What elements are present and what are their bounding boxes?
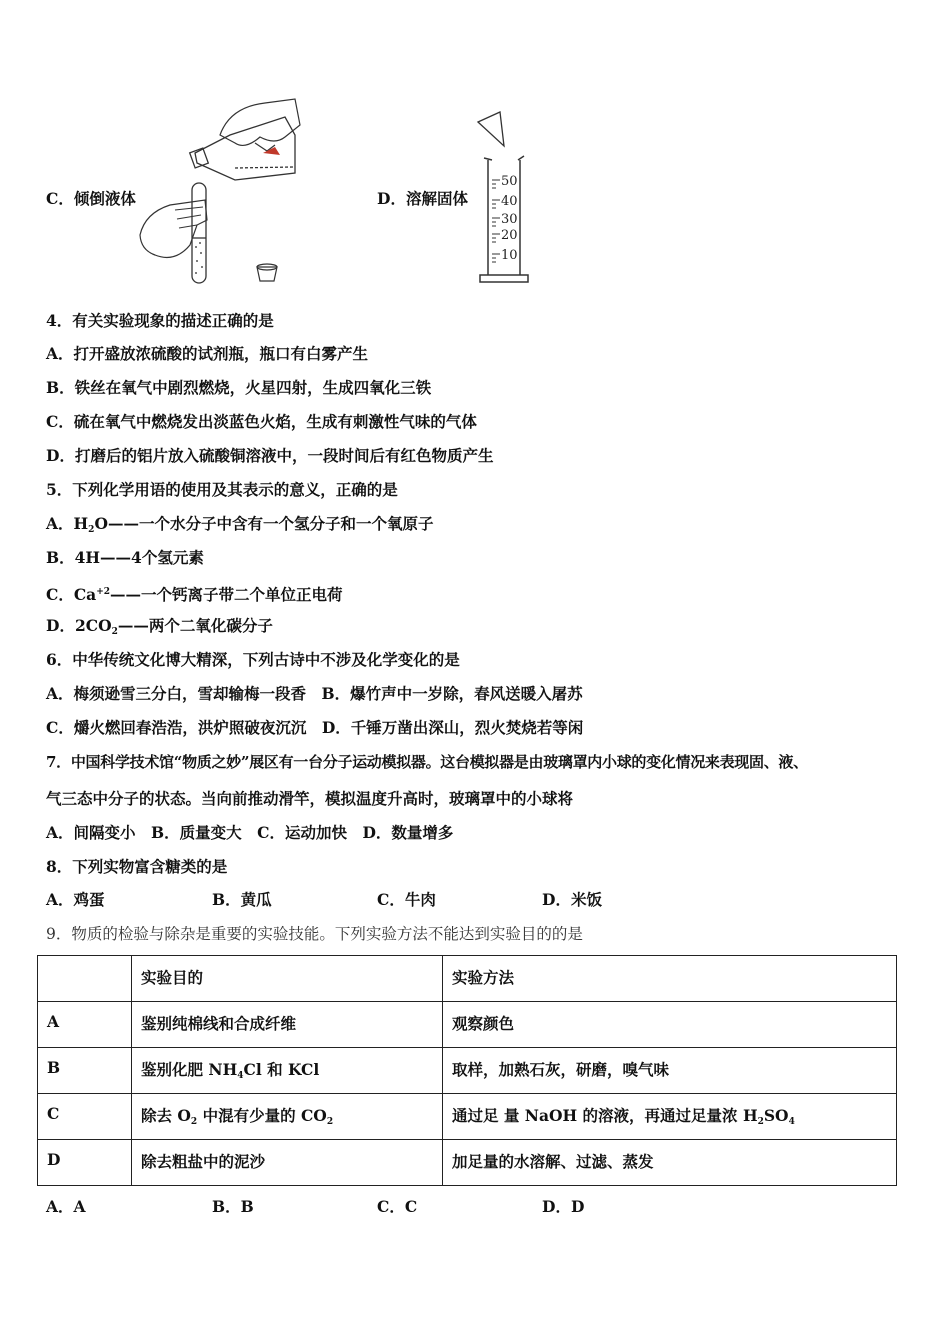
q5-option-b: B．4H——4个氢元素 [46, 548, 204, 567]
q5-stem: 5．下列化学用语的使用及其表示的意义，正确的是 [46, 480, 398, 499]
graduated-cylinder-figure [470, 110, 550, 290]
table-cell-goal: 鉴别化肥 $NH_4Cl$ 和 KCl [132, 1048, 443, 1094]
q9-stem: 9．物质的检验与除杂是重要的实验技能。下列实验方法不能达到实验目的的是 [46, 925, 583, 943]
q7-stem-line2: 气三态中分子的状态。当向前推动滑竿，模拟温度升高时，玻璃罩中的小球将 [46, 789, 574, 808]
q8-option-b: B．黄瓜 [212, 890, 272, 909]
q5-option-d: D．$2CO_2——$两个二氧化碳分子 [46, 616, 273, 637]
q7-stem-line1: 7．中国科学技术馆“物质之妙”展区有一台分子运动模拟器。这台模拟器是由玻璃罩内小球的变化情况来表现固、液、 [46, 753, 808, 771]
table-cell-goal: 鉴别纯棉线和合成纤维 [132, 1002, 443, 1048]
table-cell-key: C [38, 1094, 132, 1140]
q8-option-c: C．牛肉 [377, 890, 436, 909]
table-cell-key: A [38, 1002, 132, 1048]
q9-option-b: B．B [212, 1197, 254, 1216]
table-cell-method: 加足量的水溶解、过滤、蒸发 [443, 1140, 897, 1186]
q8-stem: 8．下列实物富含糖类的是 [46, 857, 228, 876]
q7-options: A．间隔变小 B．质量变大 C．运动加快 D．数量增多 [46, 823, 454, 842]
table-cell-method: 通过足 量 NaOH 的溶液，再通过足量浓 $H_2SO_4$ [443, 1094, 897, 1140]
table-cell-key: D [38, 1140, 132, 1186]
q8-option-d: D．米饭 [542, 890, 602, 909]
tick-10: 10 [501, 248, 518, 263]
tick-20: 20 [501, 228, 518, 243]
q9-option-c: C．C [377, 1197, 418, 1216]
table-row [38, 1140, 897, 1186]
tick-50: 50 [501, 174, 518, 189]
fig-d-label: D．溶解固体 [377, 189, 468, 208]
table-cell-goal: 除去粗盐中的泥沙 [132, 1140, 443, 1186]
q9-option-a: A．A [46, 1197, 86, 1216]
q6-options-ab: A．梅须逊雪三分白，雪却输梅一段香 B．爆竹声中一岁除，春风送暖入屠苏 [46, 684, 583, 703]
q4-option-c: C．硫在氧气中燃烧发出淡蓝色火焰，生成有刺激性气味的气体 [46, 412, 477, 431]
q9-option-d: D．D [542, 1197, 585, 1216]
tick-30: 30 [501, 212, 518, 227]
q4-stem: 4．有关实验现象的描述正确的是 [46, 311, 274, 330]
pouring-liquid-figure [135, 95, 310, 290]
q5-option-a: A．$H_2O——$一个水分子中含有一个氢分子和一个氧原子 [46, 514, 434, 535]
table-cell-key: B [38, 1048, 132, 1094]
table-header-goal: 实验目的 [132, 956, 443, 1002]
table-cell [38, 956, 132, 1002]
table-row [38, 1048, 897, 1094]
q6-options-cd: C．爝火燃回春浩浩，洪炉照破夜沉沉 D．千锤万凿出深山，烈火焚烧若等闲 [46, 718, 584, 737]
tick-40: 40 [501, 194, 518, 209]
q4-option-b: B．铁丝在氧气中剧烈燃烧，火星四射，生成四氧化三铁 [46, 378, 432, 397]
fig-c-label: C．倾倒液体 [46, 189, 136, 208]
q6-stem: 6．中华传统文化博大精深，下列古诗中不涉及化学变化的是 [46, 650, 460, 669]
table-cell-method: 观察颜色 [443, 1002, 897, 1048]
table-cell-method: 取样，加熟石灰，研磨，嗅气味 [443, 1048, 897, 1094]
table-row [38, 1002, 897, 1048]
q9-table [37, 955, 897, 1186]
q4-option-d: D．打磨后的铝片放入硫酸铜溶液中，一段时间后有红色物质产生 [46, 446, 494, 465]
table-row [38, 956, 897, 1002]
q4-option-a: A．打开盛放浓硫酸的试剂瓶，瓶口有白雾产生 [46, 344, 369, 363]
table-row [38, 1094, 897, 1140]
q5-option-c: C．$Ca^{+2}——$一个钙离子带二个单位正电荷 [46, 585, 343, 604]
table-header-method: 实验方法 [443, 956, 897, 1002]
table-cell-goal: 除去 $O_2$ 中混有少量的 $CO_2$ [132, 1094, 443, 1140]
q8-option-a: A．鸡蛋 [46, 890, 105, 909]
